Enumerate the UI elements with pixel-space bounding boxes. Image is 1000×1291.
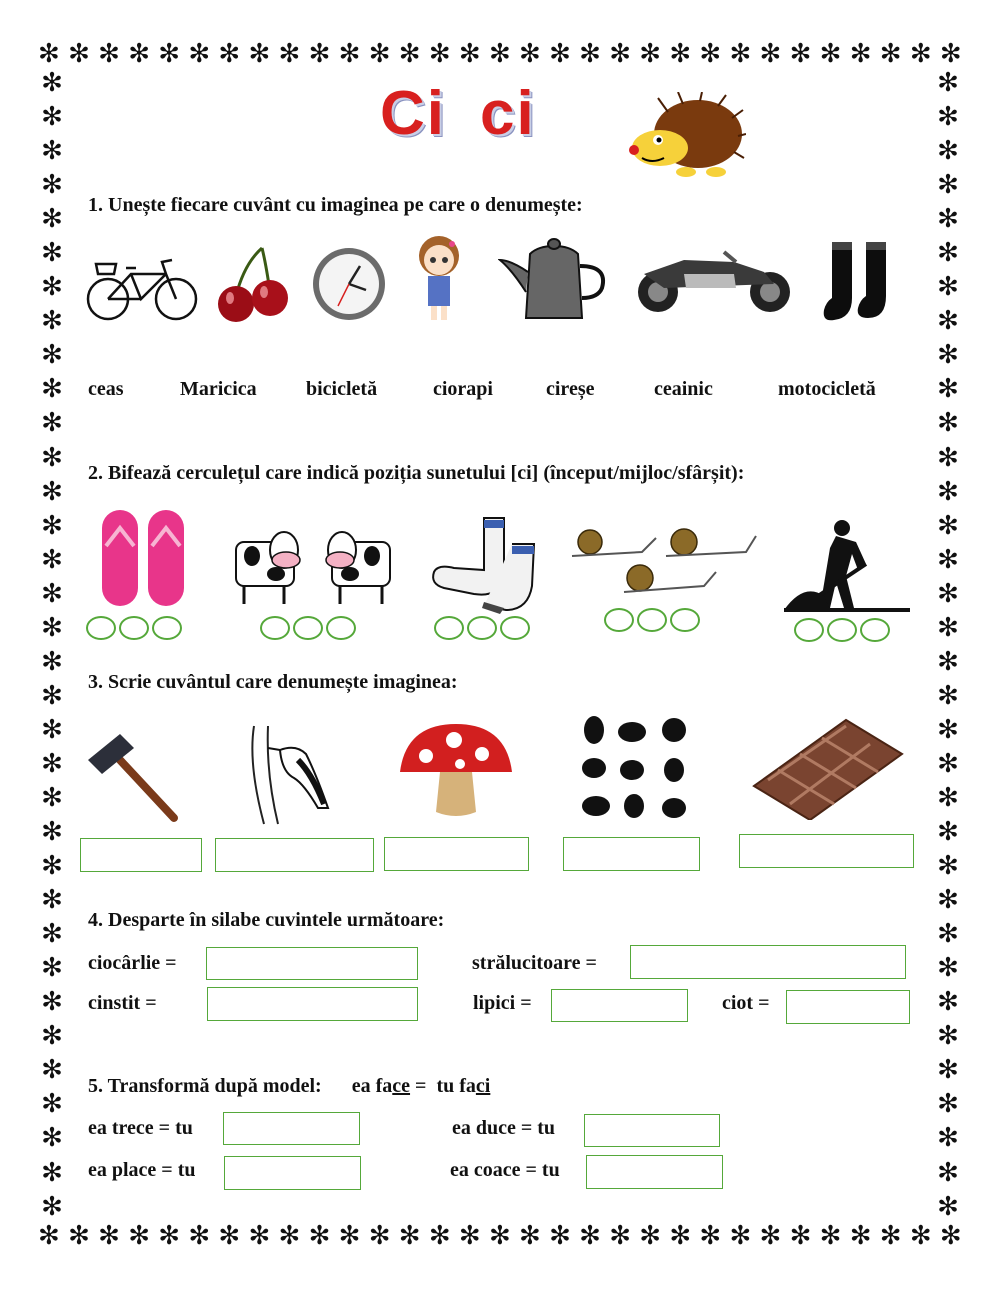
word-ciorapi[interactable]: ciorapi <box>433 378 493 400</box>
clock-icon <box>310 244 388 324</box>
border-star-icon: ✻ <box>41 476 63 507</box>
border-star-icon: ✻ <box>937 510 959 541</box>
circle-middle[interactable] <box>467 616 497 640</box>
transform-duce-input[interactable] <box>584 1114 720 1147</box>
border-star-icon: ✻ <box>879 1222 902 1250</box>
word-ceainic[interactable]: ceainic <box>654 378 713 400</box>
border-star-icon: ✻ <box>41 204 63 235</box>
border-star-icon: ✻ <box>789 40 812 68</box>
border-star-icon: ✻ <box>368 40 391 68</box>
border-star-icon: ✻ <box>41 612 63 643</box>
circle-middle[interactable] <box>119 616 149 640</box>
border-star-icon: ✻ <box>41 170 63 201</box>
cats-icon <box>574 708 698 824</box>
border-bottom <box>38 1222 962 1250</box>
circle-end[interactable] <box>670 608 700 632</box>
circle-end[interactable] <box>860 618 890 642</box>
border-star-icon: ✻ <box>937 238 959 269</box>
ex4-label-lipici: lipici = <box>473 992 532 1014</box>
border-star-icon: ✻ <box>41 817 63 848</box>
circle-end[interactable] <box>152 616 182 640</box>
border-star-icon: ✻ <box>699 40 722 68</box>
word-bicicleta[interactable]: bicicletă <box>306 378 378 400</box>
teapot-icon <box>498 236 610 324</box>
circles-group-5 <box>794 618 890 642</box>
word-ceas[interactable]: ceas <box>88 378 124 400</box>
hedgehog-icon <box>628 92 746 180</box>
border-star-icon: ✻ <box>609 1222 631 1250</box>
border-star-icon: ✻ <box>41 510 63 541</box>
border-star-icon: ✻ <box>41 102 63 133</box>
border-star-icon: ✻ <box>308 1222 331 1250</box>
border-star-icon: ✻ <box>458 40 481 68</box>
border-star-icon: ✻ <box>308 40 331 68</box>
transform-place-input[interactable] <box>224 1156 361 1190</box>
border-star-icon: ✻ <box>41 680 63 711</box>
border-star-icon: ✻ <box>937 136 959 167</box>
ex4-heading: 4. Desparte în silabe cuvintele următoare: <box>88 909 445 931</box>
border-top <box>38 40 962 68</box>
answer-hammer-input[interactable] <box>80 838 202 872</box>
border-star-icon: ✻ <box>549 40 571 68</box>
border-star-icon: ✻ <box>68 40 90 68</box>
border-star-icon: ✻ <box>41 1021 63 1052</box>
border-star-icon: ✻ <box>937 306 959 337</box>
border-right <box>934 70 962 1220</box>
border-star-icon: ✻ <box>849 1222 872 1250</box>
circles-group-4 <box>604 608 700 632</box>
border-star-icon: ✻ <box>41 544 63 575</box>
circle-middle[interactable] <box>827 618 857 642</box>
cows-icon <box>232 512 394 608</box>
ex5-model: ea face = tu faci <box>351 1075 491 1097</box>
border-star-icon: ✻ <box>128 1222 150 1250</box>
border-star-icon: ✻ <box>98 1222 120 1250</box>
border-star-icon: ✻ <box>937 646 959 677</box>
border-star-icon: ✻ <box>609 40 631 68</box>
border-star-icon: ✻ <box>338 1222 361 1250</box>
border-star-icon: ✻ <box>41 851 63 882</box>
ex4-label-ciocarlie: ciocârlie = <box>88 952 177 974</box>
circles-group-2 <box>260 616 356 640</box>
border-star-icon: ✻ <box>937 1021 959 1052</box>
border-star-icon: ✻ <box>41 1055 63 1086</box>
border-star-icon: ✻ <box>519 1222 541 1250</box>
border-star-icon: ✻ <box>41 1123 63 1154</box>
border-star-icon: ✻ <box>937 885 959 916</box>
border-star-icon: ✻ <box>937 680 959 711</box>
border-star-icon: ✻ <box>41 408 63 439</box>
border-star-icon: ✻ <box>549 1222 571 1250</box>
border-star-icon: ✻ <box>188 40 211 68</box>
transform-trece-input[interactable] <box>223 1112 360 1145</box>
border-star-icon: ✻ <box>338 40 361 68</box>
border-star-icon: ✻ <box>937 1055 959 1086</box>
answer-cats-input[interactable] <box>563 837 700 871</box>
ex1-heading: 1. Unește fiecare cuvânt cu imaginea pe care o denumește: <box>88 194 583 216</box>
circle-middle[interactable] <box>637 608 667 632</box>
ex5-label-place: ea place = tu <box>88 1159 196 1181</box>
syllables-stralucitoare-input[interactable] <box>630 945 906 979</box>
border-star-icon: ✻ <box>909 40 932 68</box>
border-star-icon: ✻ <box>38 1222 60 1250</box>
border-star-icon: ✻ <box>248 1222 271 1250</box>
border-star-icon: ✻ <box>937 748 959 779</box>
page-title: Ci ci <box>380 79 536 148</box>
border-star-icon: ✻ <box>41 340 63 371</box>
bicycle-icon <box>86 244 198 324</box>
transform-coace-input[interactable] <box>586 1155 723 1189</box>
border-star-icon: ✻ <box>41 646 63 677</box>
border-star-icon: ✻ <box>937 1191 959 1220</box>
border-star-icon: ✻ <box>729 40 752 68</box>
flip-flops-icon <box>96 506 192 612</box>
border-star-icon: ✻ <box>937 1123 959 1154</box>
circles-group-3 <box>434 616 530 640</box>
border-star-icon: ✻ <box>41 374 63 405</box>
ex5-label-duce: ea duce = tu <box>452 1117 556 1139</box>
border-star-icon: ✻ <box>158 1222 181 1250</box>
border-star-icon: ✻ <box>937 340 959 371</box>
border-star-icon: ✻ <box>759 1222 782 1250</box>
border-star-icon: ✻ <box>909 1222 932 1250</box>
border-star-icon: ✻ <box>428 40 451 68</box>
ex4-label-ciot: ciot = <box>722 992 770 1014</box>
ex2-heading: 2. Bifează cerculețul care indică poziția sunetului [ci] (început/mijloc/sfârșit): <box>88 462 745 484</box>
border-star-icon: ✻ <box>68 1222 90 1250</box>
border-star-icon: ✻ <box>41 885 63 916</box>
border-star-icon: ✻ <box>819 1222 842 1250</box>
border-star-icon: ✻ <box>41 272 63 303</box>
border-star-icon: ✻ <box>729 1222 752 1250</box>
circle-end[interactable] <box>500 616 530 640</box>
border-star-icon: ✻ <box>937 170 959 201</box>
border-star-icon: ✻ <box>41 1191 63 1220</box>
chocolate-icon <box>750 716 906 820</box>
border-star-icon: ✻ <box>519 40 541 68</box>
border-star-icon: ✻ <box>158 40 181 68</box>
border-star-icon: ✻ <box>937 817 959 848</box>
ex5-heading: 5. Transformă după model: ea face = tu faci <box>88 1075 491 1097</box>
circle-start[interactable] <box>434 616 464 640</box>
border-star-icon: ✻ <box>368 1222 391 1250</box>
circle-start[interactable] <box>86 616 116 640</box>
border-star-icon: ✻ <box>639 40 662 68</box>
border-star-icon: ✻ <box>398 1222 421 1250</box>
border-star-icon: ✻ <box>41 987 63 1018</box>
hammer-icon <box>86 730 182 824</box>
border-star-icon: ✻ <box>937 714 959 745</box>
socks-icon <box>818 238 898 324</box>
border-star-icon: ✻ <box>218 1222 241 1250</box>
border-star-icon: ✻ <box>98 40 120 68</box>
border-star-icon: ✻ <box>937 578 959 609</box>
border-star-icon: ✻ <box>41 782 63 813</box>
border-star-icon: ✻ <box>669 40 692 68</box>
border-star-icon: ✻ <box>937 102 959 133</box>
border-star-icon: ✻ <box>937 953 959 984</box>
border-star-icon: ✻ <box>937 204 959 235</box>
circle-start[interactable] <box>260 616 290 640</box>
border-star-icon: ✻ <box>41 70 63 98</box>
border-star-icon: ✻ <box>789 1222 812 1250</box>
answer-woodpecker-input[interactable] <box>215 838 374 872</box>
border-star-icon: ✻ <box>937 272 959 303</box>
border-star-icon: ✻ <box>937 851 959 882</box>
border-star-icon: ✻ <box>937 919 959 950</box>
border-star-icon: ✻ <box>41 136 63 167</box>
border-star-icon: ✻ <box>879 40 902 68</box>
word-cirese[interactable]: cireșe <box>546 378 595 400</box>
border-star-icon: ✻ <box>41 1089 63 1120</box>
border-star-icon: ✻ <box>937 612 959 643</box>
border-star-icon: ✻ <box>398 40 421 68</box>
border-star-icon: ✻ <box>188 1222 211 1250</box>
circle-end[interactable] <box>326 616 356 640</box>
circles-group-1 <box>86 616 182 640</box>
border-star-icon: ✻ <box>248 40 271 68</box>
ex4-label-stralucitoare: strălucitoare = <box>472 952 597 974</box>
border-star-icon: ✻ <box>41 919 63 950</box>
word-motocicleta[interactable]: motocicletă <box>778 378 876 400</box>
word-maricica[interactable]: Maricica <box>180 378 257 400</box>
border-star-icon: ✻ <box>458 1222 481 1250</box>
border-star-icon: ✻ <box>937 782 959 813</box>
border-star-icon: ✻ <box>218 40 241 68</box>
border-star-icon: ✻ <box>38 40 60 68</box>
ex3-heading: 3. Scrie cuvântul care denumește imaginea: <box>88 671 458 693</box>
syllables-ciocarlie-input[interactable] <box>206 947 418 980</box>
border-star-icon: ✻ <box>937 1157 959 1188</box>
border-star-icon: ✻ <box>428 1222 451 1250</box>
border-star-icon: ✻ <box>937 1089 959 1120</box>
syllables-ciot-input[interactable] <box>786 990 910 1024</box>
snails-icon <box>566 524 762 600</box>
border-star-icon: ✻ <box>937 476 959 507</box>
answer-mushroom-input[interactable] <box>384 837 529 871</box>
border-star-icon: ✻ <box>41 442 63 473</box>
girl-icon <box>414 232 464 324</box>
border-star-icon: ✻ <box>939 40 962 68</box>
syllables-lipici-input[interactable] <box>551 989 688 1022</box>
syllables-cinstit-input[interactable] <box>207 987 418 1021</box>
border-star-icon: ✻ <box>937 987 959 1018</box>
border-star-icon: ✻ <box>937 374 959 405</box>
border-star-icon: ✻ <box>937 70 959 98</box>
ex5-label-trece: ea trece = tu <box>88 1117 193 1139</box>
circle-start[interactable] <box>604 608 634 632</box>
border-star-icon: ✻ <box>939 1222 962 1250</box>
ex4-label-cinstit: cinstit = <box>88 992 157 1014</box>
digger-icon <box>784 518 910 614</box>
circle-middle[interactable] <box>293 616 323 640</box>
border-star-icon: ✻ <box>488 40 511 68</box>
border-star-icon: ✻ <box>579 40 601 68</box>
ex5-label-coace: ea coace = tu <box>450 1159 560 1181</box>
border-star-icon: ✻ <box>849 40 872 68</box>
border-star-icon: ✻ <box>41 748 63 779</box>
border-star-icon: ✻ <box>41 953 63 984</box>
answer-chocolate-input[interactable] <box>739 834 914 868</box>
border-star-icon: ✻ <box>128 40 150 68</box>
border-star-icon: ✻ <box>937 408 959 439</box>
circle-start[interactable] <box>794 618 824 642</box>
border-star-icon: ✻ <box>937 442 959 473</box>
border-star-icon: ✻ <box>41 306 63 337</box>
border-left <box>38 70 66 1220</box>
border-star-icon: ✻ <box>278 40 301 68</box>
cherries-icon <box>214 244 292 324</box>
border-star-icon: ✻ <box>41 714 63 745</box>
socks-pair-icon <box>424 514 550 614</box>
border-star-icon: ✻ <box>41 578 63 609</box>
mushroom-icon <box>396 720 516 822</box>
border-star-icon: ✻ <box>579 1222 601 1250</box>
border-star-icon: ✻ <box>669 1222 692 1250</box>
border-star-icon: ✻ <box>759 40 782 68</box>
border-star-icon: ✻ <box>819 40 842 68</box>
border-star-icon: ✻ <box>488 1222 511 1250</box>
border-star-icon: ✻ <box>41 238 63 269</box>
motorcycle-icon <box>624 244 798 314</box>
border-star-icon: ✻ <box>639 1222 662 1250</box>
woodpecker-icon <box>238 724 334 828</box>
border-star-icon: ✻ <box>278 1222 301 1250</box>
border-star-icon: ✻ <box>699 1222 722 1250</box>
border-star-icon: ✻ <box>41 1157 63 1188</box>
border-star-icon: ✻ <box>937 544 959 575</box>
